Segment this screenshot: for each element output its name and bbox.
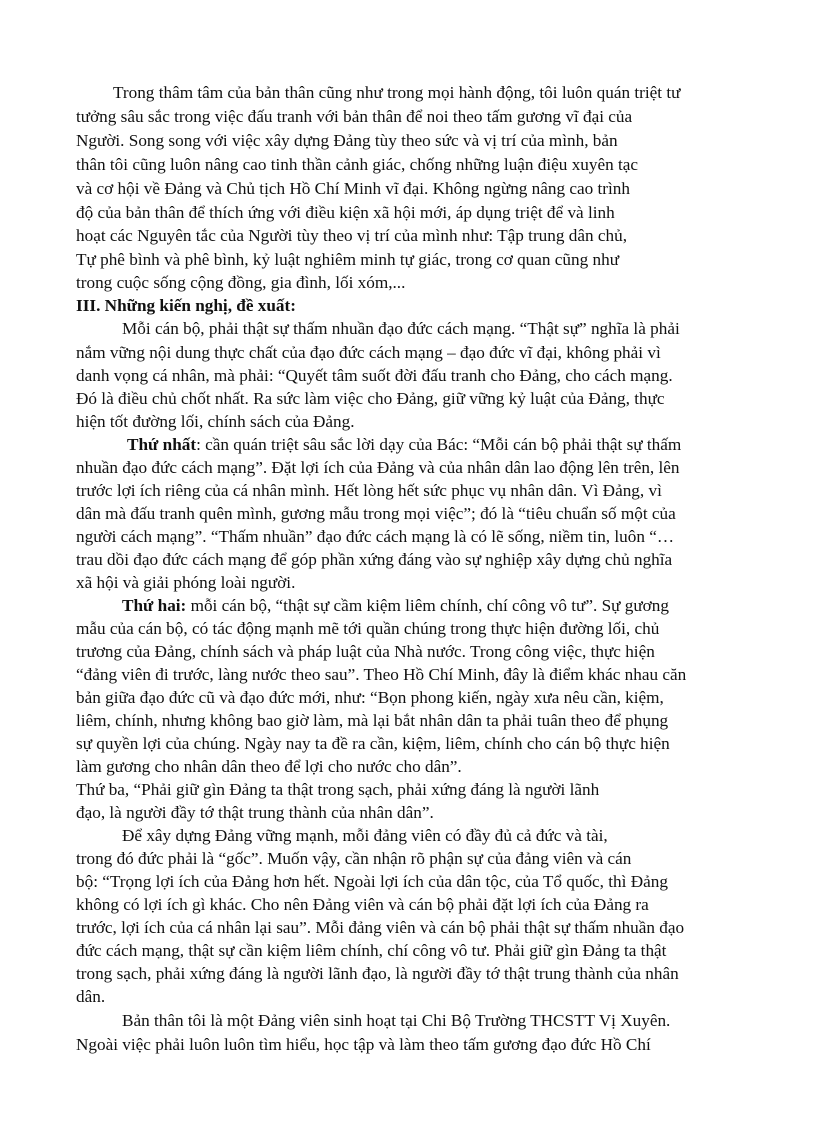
paragraph-line: không có lợi ích gì khác. Cho nên Đảng viên và cán bộ phải đặt lợi ích của Đảng ra xyxy=(76,895,649,914)
paragraph-line: trước lợi ích riêng của cá nhân mình. Hết lòng hết sức phục vụ nhân dân. Vì Đảng, vì xyxy=(76,481,662,500)
paragraph-line: và cơ hội về Đảng và Chủ tịch Hồ Chí Minh vĩ đại. Không ngừng nâng cao trình xyxy=(76,179,630,198)
paragraph-line: trương của Đảng, chính sách và pháp luật của Nhà nước. Trong công việc, thực hiện xyxy=(76,642,655,661)
paragraph-line: trước, lợi ích của cá nhân lại sau”. Mỗi đảng viên và cán bộ phải thật sự thấm nhuần đạo xyxy=(76,918,685,937)
paragraph-line: xã hội và giải phóng loài người. xyxy=(76,573,296,592)
thu-hai-text: mỗi cán bộ, “thật sự cầm kiệm liêm chính, chí công vô tư”. Sự gương xyxy=(190,596,669,615)
paragraph-line: Người. Song song với việc xây dựng Đảng tùy theo sức và vị trí của mình, bản xyxy=(76,131,618,150)
paragraph-line: Tự phê bình và phê bình, kỷ luật nghiêm minh tự giác, trong cơ quan cũng như xyxy=(76,250,620,269)
paragraph-line: nhuần đạo đức cách mạng”. Đặt lợi ích của Đảng và của nhân dân lao động lên trên, lên xyxy=(76,458,680,477)
paragraph-line: Ngoài việc phải luôn luôn tìm hiểu, học tập và làm theo tấm gương đạo đức Hồ Chí xyxy=(76,1035,651,1054)
paragraph-line xyxy=(122,595,669,617)
section-heading: III. Những kiến nghị, đề xuất: xyxy=(76,296,296,315)
paragraph-line: hoạt các Nguyên tắc của Người tùy theo vị trí của mình như: Tập trung dân chủ, xyxy=(76,226,627,245)
paragraph-line: nắm vững nội dung thực chất của đạo đức cách mạng – đạo đức vĩ đại, không phải vì xyxy=(76,343,661,362)
paragraph-line: Bản thân tôi là một Đảng viên sinh hoạt tại Chi Bộ Trường THCSTT Vị Xuyên. xyxy=(122,1011,671,1030)
paragraph-line: Mỗi cán bộ, phải thật sự thấm nhuần đạo đức cách mạng. “Thật sự” nghĩa là phải xyxy=(122,319,680,338)
thu-hai-label: Thứ hai: xyxy=(122,596,187,615)
paragraph-line: đạo, là người đầy tớ thật trung thành của nhân dân”. xyxy=(76,803,434,822)
thu-nhat-colon: : xyxy=(196,435,206,454)
paragraph-line: trau dồi đạo đức cách mạng để góp phần xứng đáng vào sự nghiệp xây dựng chủ nghĩa xyxy=(76,550,673,569)
paragraph-line: độ của bản thân để thích ứng với điều kiện xã hội mới, áp dụng triệt để và linh xyxy=(76,203,615,222)
paragraph-line: Thứ ba, “Phải giữ gìn Đảng ta thật trong sạch, phải xứng đáng là người lãnh xyxy=(76,780,600,799)
paragraph-line: đức cách mạng, thật sự cần kiệm liêm chính, chí công vô tư. Phải giữ gìn Đảng ta thật xyxy=(76,941,667,960)
paragraph-line: trong sạch, phải xứng đáng là người lãnh đạo, là người đầy tớ thật trung thành của nhân xyxy=(76,964,679,983)
paragraph-line: Trong thâm tâm của bản thân cũng như trong mọi hành động, tôi luôn quán triệt tư xyxy=(113,83,681,102)
paragraph-line: sự quyền lợi của chúng. Ngày nay ta đề ra cần, kiệm, liêm, chính cho cán bộ thực hiện xyxy=(76,734,670,753)
paragraph-line xyxy=(127,434,681,456)
paragraph-line: hiện tốt đường lối, chính sách của Đảng. xyxy=(76,412,355,431)
paragraph-line: danh vọng cá nhân, mà phải: “Quyết tâm suốt đời đấu tranh cho Đảng, cho cách mạng. xyxy=(76,366,673,385)
paragraph-line: bản giữa đạo đức cũ và đạo đức mới, như: “Bọn phong kiến, ngày xưa nêu cần, kiệm, xyxy=(76,688,664,707)
paragraph-line: trong đó đức phải là “gốc”. Muốn vậy, cần nhận rõ phận sự của đảng viên và cán xyxy=(76,849,632,868)
paragraph-line: trong cuộc sống cộng đồng, gia đình, lối xóm,... xyxy=(76,273,406,292)
paragraph-line: dân. xyxy=(76,987,106,1006)
paragraph-line: liêm, chính, nhưng không bao giờ làm, mà lại bắt nhân dân ta phải tuân theo để phụng xyxy=(76,711,669,730)
paragraph-line: làm gương cho nhân dân theo để lợi cho nước cho dân”. xyxy=(76,757,462,776)
paragraph-line: Để xây dựng Đảng vững mạnh, mỗi đảng viên có đầy đủ cả đức và tài, xyxy=(122,826,608,845)
paragraph-line: Đó là điều chủ chốt nhất. Ra sức làm việc cho Đảng, giữ vững kỷ luật của Đảng, thực xyxy=(76,389,665,408)
thu-nhat-text: cần quán triệt sâu sắc lời dạy của Bác: “Mỗi cán bộ phải thật sự thấm xyxy=(205,435,682,454)
paragraph-line: thân tôi cũng luôn nâng cao tinh thần cảnh giác, chống những luận điệu xuyên tạc xyxy=(76,155,639,174)
paragraph-line: “đảng viên đi trước, làng nước theo sau”. Theo Hồ Chí Minh, đây là điểm khác nhau căn xyxy=(76,665,687,684)
paragraph-line: người cách mạng”. “Thấm nhuần” đạo đức cách mạng là có lẽ sống, niềm tin, luôn “… xyxy=(76,527,675,546)
thu-nhat-label: Thứ nhất xyxy=(127,435,197,454)
paragraph-line: bộ: “Trọng lợi ích của Đảng hơn hết. Ngoài lợi ích của dân tộc, của Tổ quốc, thì Đảng xyxy=(76,872,668,891)
paragraph-line: mẫu của cán bộ, có tác động mạnh mẽ tới quần chúng trong thực hiện đường lối, chủ xyxy=(76,619,660,638)
paragraph-line: tưởng sâu sắc trong việc đấu tranh với bản thân để noi theo tấm gương vĩ đại của xyxy=(76,107,633,126)
paragraph-line: dân mà đấu tranh quên mình, gương mẫu trong mọi việc”; đó là “tiêu chuẩn số một của xyxy=(76,504,676,523)
